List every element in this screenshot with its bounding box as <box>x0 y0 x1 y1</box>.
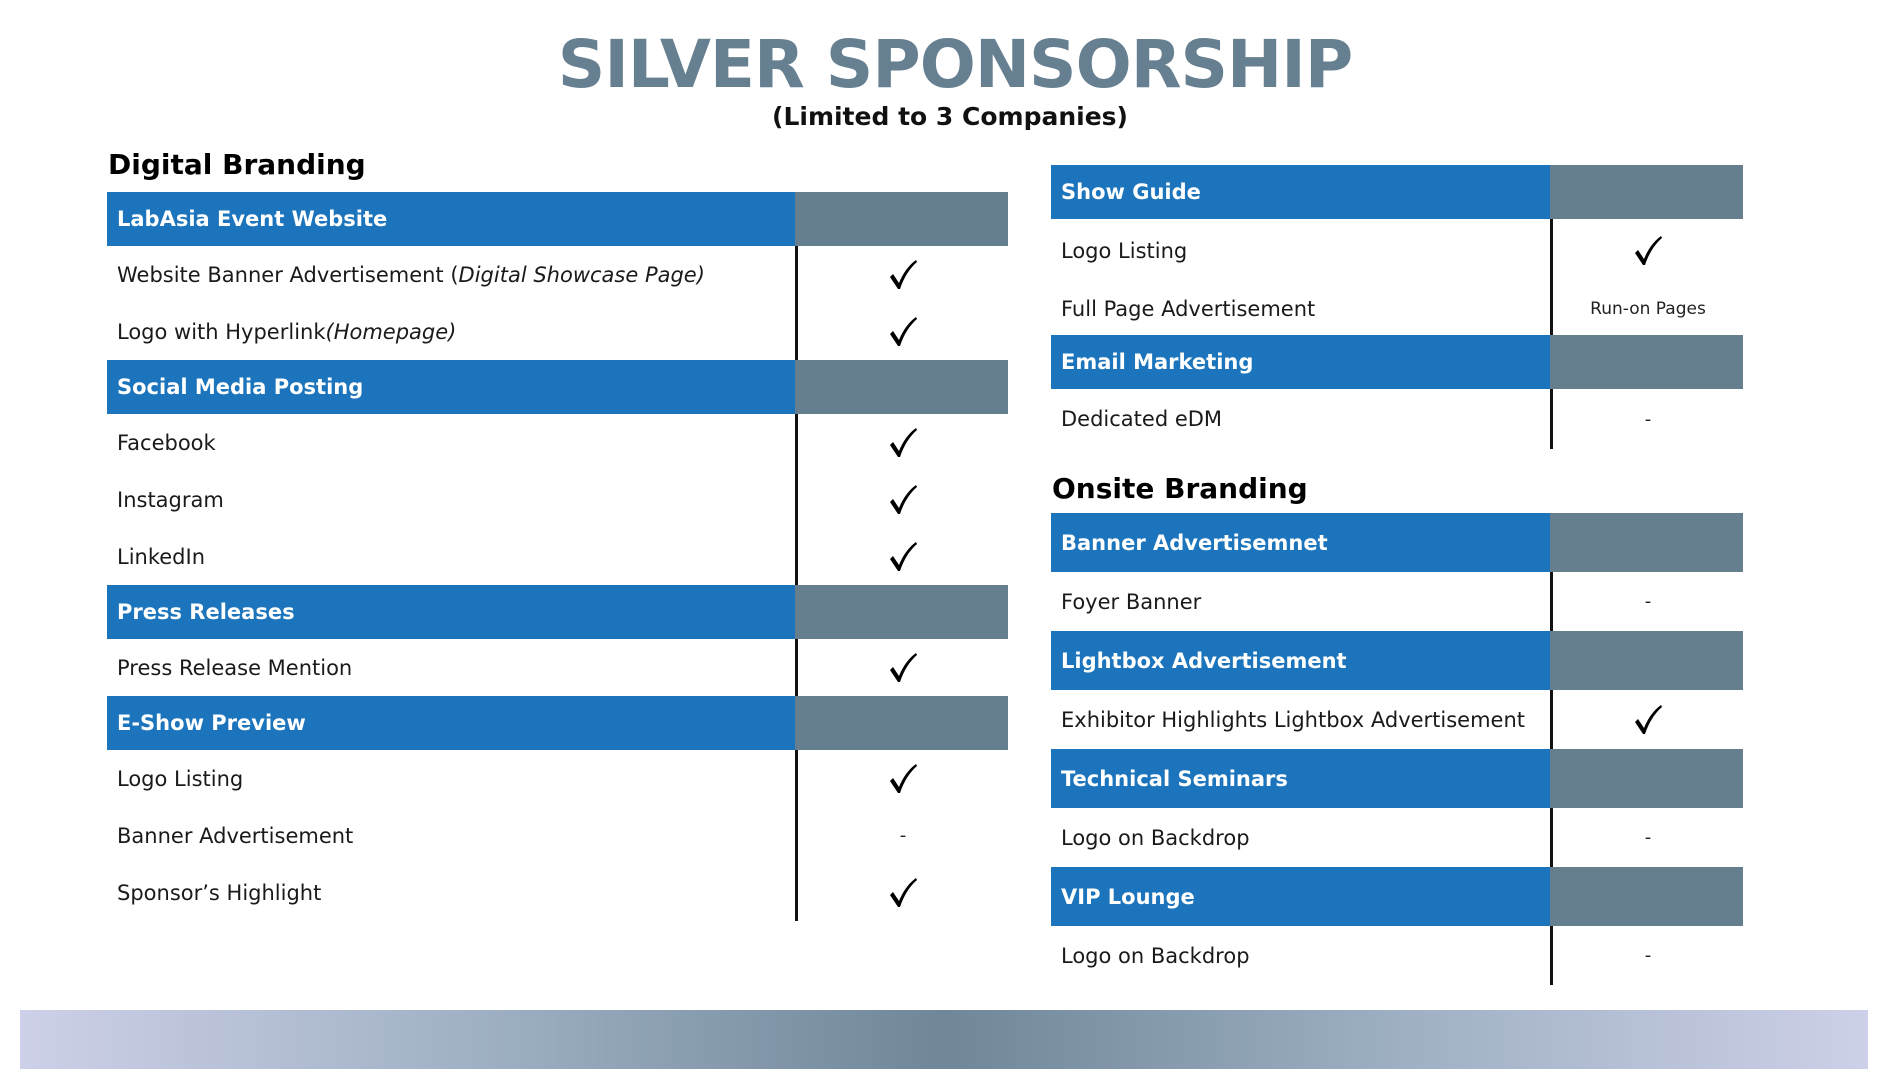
row-label-part: Sponsor’s Highlight <box>117 880 322 905</box>
text-value: Run-on Pages <box>1590 299 1706 319</box>
table-row <box>1051 926 1743 985</box>
column-divider <box>1550 219 1553 335</box>
table-row <box>1051 572 1743 631</box>
checkmark-icon <box>888 877 918 909</box>
row-label <box>117 528 205 585</box>
row-value <box>798 528 1008 585</box>
section-rows <box>107 639 1008 696</box>
row-label <box>1061 283 1315 335</box>
digital-branding-heading: Digital Branding <box>108 148 366 181</box>
section-header-label: Show Guide <box>1051 165 1550 219</box>
table-row <box>107 471 1008 528</box>
checkmark-icon <box>888 316 918 348</box>
row-value <box>798 807 1008 864</box>
section-header-value-cell <box>1550 749 1743 808</box>
section-header-label: Press Releases <box>107 585 795 639</box>
row-label-part: Logo on Backdrop <box>1061 825 1250 850</box>
section-header-value-cell <box>1550 867 1743 926</box>
onsite-branding-heading: Onsite Branding <box>1052 472 1308 505</box>
section-header-value-cell <box>1550 513 1743 572</box>
footer-gradient-band <box>20 1010 1868 1069</box>
table-row <box>107 864 1008 921</box>
column-divider <box>795 750 798 921</box>
table-row <box>1051 808 1743 867</box>
row-label-part: Exhibitor Highlights Lightbox Advertisement <box>1061 707 1526 732</box>
row-value <box>798 639 1008 696</box>
section-header-technical-seminars <box>1051 749 1743 808</box>
dash-value: - <box>1644 591 1652 612</box>
row-label-part: Website Banner Advertisement ( <box>117 262 459 287</box>
row-label-part: Logo Listing <box>117 766 244 791</box>
dash-value: - <box>1644 945 1652 966</box>
row-label <box>1061 690 1525 749</box>
print-email-table <box>1051 165 1743 449</box>
table-row <box>107 750 1008 807</box>
page-subtitle: (Limited to 3 Companies) <box>772 102 1128 131</box>
section-header-label: VIP Lounge <box>1051 867 1550 926</box>
row-label-italic-part: (Homepage) <box>325 319 457 344</box>
row-value <box>1553 389 1743 449</box>
section-rows <box>107 246 1008 360</box>
row-value <box>1553 572 1743 631</box>
section-header-social-media-posting <box>107 360 1008 414</box>
row-value <box>798 471 1008 528</box>
row-label <box>117 639 352 696</box>
section-rows <box>107 414 1008 585</box>
section-header-labasia-event-website <box>107 192 1008 246</box>
row-label-part: LinkedIn <box>117 544 206 569</box>
row-label <box>1061 389 1222 449</box>
row-label-part: Instagram <box>117 487 224 512</box>
section-header-value-cell <box>1550 335 1743 389</box>
row-value <box>1553 690 1743 749</box>
row-label-part: Press Release Mention <box>117 655 353 680</box>
row-label-part: Logo with Hyperlink <box>117 319 326 344</box>
table-row <box>1051 283 1743 335</box>
section-header-e-show-preview <box>107 696 1008 750</box>
table-row <box>107 246 1008 303</box>
row-value <box>798 750 1008 807</box>
row-label-part: Banner Advertisement <box>117 823 354 848</box>
table-row <box>1051 690 1743 749</box>
table-row <box>107 528 1008 585</box>
section-header-value-cell <box>795 192 1008 246</box>
row-value <box>1553 219 1743 283</box>
section-header-banner-advertisemnet <box>1051 513 1743 572</box>
section-header-lightbox-advertisement <box>1051 631 1743 690</box>
row-value <box>1553 808 1743 867</box>
dash-value: - <box>1644 827 1652 848</box>
row-value <box>798 303 1008 360</box>
section-header-label: Banner Advertisemnet <box>1051 513 1550 572</box>
row-value <box>798 864 1008 921</box>
digital-branding-table <box>107 192 1008 921</box>
section-header-label: E-Show Preview <box>107 696 795 750</box>
section-header-label: Email Marketing <box>1051 335 1550 389</box>
checkmark-icon <box>888 484 918 516</box>
row-label <box>117 246 705 303</box>
section-rows <box>1051 389 1743 449</box>
section-header-email-marketing <box>1051 335 1743 389</box>
row-label <box>1061 572 1201 631</box>
section-header-label: Technical Seminars <box>1051 749 1550 808</box>
table-row <box>107 303 1008 360</box>
row-label-part: Dedicated eDM <box>1061 407 1223 431</box>
table-row <box>107 639 1008 696</box>
column-divider <box>795 414 798 585</box>
row-label <box>117 303 456 360</box>
row-value <box>1553 283 1743 335</box>
row-label <box>117 471 224 528</box>
row-label-part: Facebook <box>117 430 216 455</box>
row-label <box>1061 808 1250 867</box>
section-header-value-cell <box>795 360 1008 414</box>
checkmark-icon <box>888 427 918 459</box>
column-divider <box>1550 572 1553 631</box>
row-label-part: Foyer Banner <box>1061 589 1202 614</box>
checkmark-icon <box>888 259 918 291</box>
section-header-label: Lightbox Advertisement <box>1051 631 1550 690</box>
row-label-part: Logo on Backdrop <box>1061 943 1250 968</box>
section-rows <box>1051 808 1743 867</box>
column-divider <box>795 246 798 360</box>
row-label-italic-part: Digital Showcase Page) <box>458 262 705 287</box>
column-divider <box>795 639 798 696</box>
row-label <box>117 414 216 471</box>
row-label-part: Full Page Advertisement <box>1061 297 1316 321</box>
section-header-value-cell <box>795 585 1008 639</box>
section-header-value-cell <box>795 696 1008 750</box>
checkmark-icon <box>888 652 918 684</box>
onsite-branding-table <box>1051 513 1743 985</box>
column-divider <box>1550 690 1553 749</box>
section-rows <box>107 750 1008 921</box>
table-row <box>107 807 1008 864</box>
section-rows <box>1051 572 1743 631</box>
section-header-press-releases <box>107 585 1008 639</box>
row-label <box>117 807 353 864</box>
row-value <box>1553 926 1743 985</box>
table-row <box>107 414 1008 471</box>
checkmark-icon <box>888 541 918 573</box>
column-divider <box>1550 926 1553 985</box>
section-rows <box>1051 219 1743 335</box>
section-header-show-guide <box>1051 165 1743 219</box>
section-header-label: LabAsia Event Website <box>107 192 795 246</box>
checkmark-icon <box>888 763 918 795</box>
dash-value: - <box>899 825 907 846</box>
section-header-value-cell <box>1550 631 1743 690</box>
table-row <box>1051 219 1743 283</box>
row-label <box>117 864 321 921</box>
table-row <box>1051 389 1743 449</box>
column-divider <box>1550 808 1553 867</box>
section-header-label: Social Media Posting <box>107 360 795 414</box>
column-divider <box>1550 389 1553 449</box>
section-rows <box>1051 926 1743 985</box>
section-header-value-cell <box>1550 165 1743 219</box>
checkmark-icon <box>1633 235 1663 267</box>
row-label <box>1061 926 1250 985</box>
section-rows <box>1051 690 1743 749</box>
dash-value: - <box>1644 408 1652 430</box>
row-label-part: Logo Listing <box>1061 239 1188 263</box>
row-value <box>798 246 1008 303</box>
row-value <box>798 414 1008 471</box>
row-label <box>1061 219 1187 283</box>
row-label <box>117 750 243 807</box>
checkmark-icon <box>1633 704 1663 736</box>
page-title: SILVER SPONSORSHIP <box>557 26 1353 103</box>
section-header-vip-lounge <box>1051 867 1743 926</box>
